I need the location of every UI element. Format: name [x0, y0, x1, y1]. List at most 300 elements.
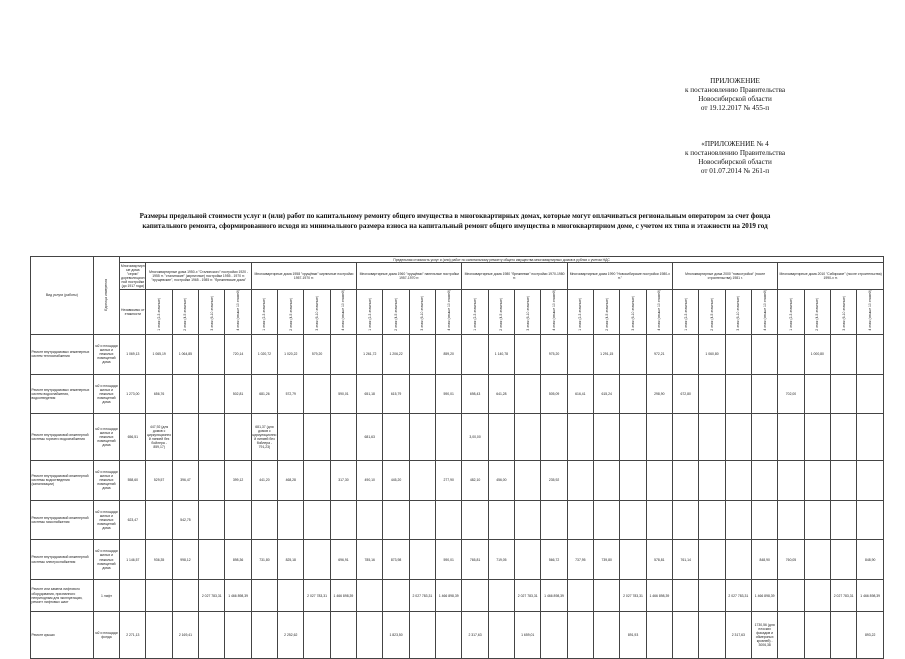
- table-cell: 2 252,62: [278, 612, 304, 659]
- floor-header-text: 1 этаж (2-3 этажные): [788, 298, 793, 331]
- table-cell: [830, 540, 856, 580]
- table-cell: 719,05: [488, 540, 514, 580]
- floor-header-text: 4 этаж (свыше 10 этажей): [236, 290, 241, 331]
- table-cell: 2 027 783,31: [830, 579, 856, 611]
- table-cell: 1 466 898,39: [225, 579, 251, 611]
- table-cell: 1 261,72: [357, 334, 383, 374]
- row-work-name: Ремонт крыши: [31, 612, 94, 659]
- table-cell: [515, 540, 541, 580]
- table-cell: [409, 461, 435, 501]
- header-row: [31, 263, 884, 290]
- table-cell: [673, 612, 699, 659]
- table-cell: [278, 579, 304, 611]
- table-cell: 1 065,19: [146, 334, 172, 374]
- table-cell: [673, 500, 699, 540]
- table-cell: [251, 612, 277, 659]
- appendix-line: ПРИЛОЖЕНИЕ: [710, 77, 760, 85]
- column-header-unit: [93, 257, 119, 335]
- table-cell: [304, 500, 330, 540]
- row-unit: 1 лифт: [93, 579, 119, 611]
- table-cell: [225, 500, 251, 540]
- floor-header: [251, 289, 277, 334]
- column-super-header: Предельная стоимость услуг и (или) работ по капитальному ремонту общего имущества многоквартирных домов в рублях с учетом НДС: [120, 257, 884, 263]
- table-cell: [567, 461, 593, 501]
- table-cell: 681,26: [251, 374, 277, 414]
- row-unit: м2 и площади фонда: [93, 612, 119, 659]
- table-cell: [304, 612, 330, 659]
- table-cell: [199, 374, 225, 414]
- appendix-line: «ПРИЛОЖЕНИЕ № 4: [701, 140, 769, 148]
- row-unit: м2 и площади жилых и нежилых помещений дома: [93, 540, 119, 580]
- row-work-name: Ремонт внутридомовых инженерных систем водоснабжения, водоотведения: [31, 374, 94, 414]
- table-row: [31, 579, 884, 611]
- table-cell: 2 027 783,31: [199, 579, 225, 611]
- appendix-block-current: [650, 77, 820, 113]
- table-cell: 737,95: [567, 540, 593, 580]
- table-cell: [752, 500, 778, 540]
- table-cell: [567, 579, 593, 611]
- table-row: [31, 334, 884, 374]
- table-cell: 681,37 (для домов с циркуляционной линией без бойлера - 791,23): [251, 414, 277, 461]
- table-cell: [778, 414, 804, 461]
- floor-header: [436, 289, 462, 334]
- group-header: Многоквартирные дома "серии" дореволюционной постройки (до 1917 года): [120, 263, 145, 289]
- table-cell: [488, 500, 514, 540]
- table-cell: [383, 414, 409, 461]
- table-cell: [199, 461, 225, 501]
- table-cell: 720,14: [225, 334, 251, 374]
- table-cell: [725, 461, 751, 501]
- table-cell: [146, 612, 172, 659]
- table-cell: 3,00,00: [462, 414, 488, 461]
- table-cell: 1 146,57: [120, 540, 146, 580]
- table-cell: 445,20: [383, 461, 409, 501]
- table-cell: [778, 500, 804, 540]
- floor-header: [594, 289, 620, 334]
- table-cell: [515, 334, 541, 374]
- table-cell: [172, 579, 198, 611]
- floor-header: [383, 289, 409, 334]
- floor-header: [172, 289, 198, 334]
- table-cell: [541, 414, 567, 461]
- row-unit: м2 и площади жилых и нежилых помещений дома: [93, 500, 119, 540]
- floor-header-text: 1 этаж (2-3 этажные): [262, 298, 267, 331]
- table-cell: 1 291,15: [594, 334, 620, 374]
- table-cell: [488, 612, 514, 659]
- row-work-name: Ремонт или замена лифтового оборудования, признанного непригодным для эксплуатации, ремонт лифтовых шахт: [31, 579, 94, 611]
- table-cell: [462, 579, 488, 611]
- table-row: [31, 414, 884, 461]
- table-cell: [409, 612, 435, 659]
- table-cell: 760,05: [778, 540, 804, 580]
- floor-header: [330, 289, 356, 334]
- floor-header-text: 4 этаж (свыше 10 этажей): [657, 290, 662, 331]
- table-cell: [804, 461, 830, 501]
- floor-header-text: 1 этаж (2-3 этажные): [157, 298, 162, 331]
- row-work-name: Ремонт внутридомовой инженерной системы водоотведения (канализации): [31, 461, 94, 501]
- table-cell: [515, 414, 541, 461]
- table-cell: 641,28: [488, 374, 514, 414]
- table-cell: [488, 579, 514, 611]
- table-cell: [725, 540, 751, 580]
- floor-header-text: 2 этаж (4-5 этажные): [288, 298, 293, 331]
- table-cell: [620, 334, 646, 374]
- table-cell: [541, 500, 567, 540]
- table-cell: [567, 500, 593, 540]
- table-row: [31, 612, 884, 659]
- table-cell: [646, 500, 672, 540]
- table-cell: [673, 414, 699, 461]
- table-cell: [225, 414, 251, 461]
- floor-header: [725, 289, 751, 334]
- table-cell: [409, 414, 435, 461]
- floor-header-text: 3 этаж (6-10 этажные): [841, 296, 846, 331]
- table-cell: [620, 540, 646, 580]
- table-cell: 505,09: [541, 374, 567, 414]
- table-cell: [699, 461, 725, 501]
- group-header: Многоквартирные дома 1950-х "Сталинского" постройки 1920 - 1955 гг. "сталинские" (кирпичные) постройки 1955 - 1970 гг. "хрущевские", постройки 1965 - 1985 гг. "брежневские дома": [146, 263, 251, 290]
- table-cell: [830, 414, 856, 461]
- table-cell: [778, 612, 804, 659]
- table-cell: [857, 461, 884, 501]
- table-cell: 681,63: [357, 414, 383, 461]
- table-cell: 298,90: [646, 374, 672, 414]
- floor-header: [646, 289, 672, 334]
- floor-header-text: 2 этаж (4-5 этажные): [815, 298, 820, 331]
- floor-header-text: 4 этаж (свыше 10 этажей): [341, 290, 346, 331]
- table-cell: 2 317,63: [725, 612, 751, 659]
- table-cell: [857, 500, 884, 540]
- table-cell: [830, 374, 856, 414]
- table-cell: 482,10: [462, 461, 488, 501]
- table-cell: 502,81: [225, 374, 251, 414]
- table-cell: 651,18: [357, 374, 383, 414]
- group-header: Многоквартирные дома 2010 "Сибирские" (после строительства) 1990-х гг.: [778, 263, 884, 290]
- floor-header: [778, 289, 804, 334]
- table-cell: [515, 374, 541, 414]
- table-cell: 615,24: [594, 374, 620, 414]
- table-row: [31, 540, 884, 580]
- table-cell: [725, 500, 751, 540]
- table-cell: 785,16: [357, 540, 383, 580]
- row-unit: м2 и площади жилых и нежилых помещений дома: [93, 334, 119, 374]
- table-cell: 848,90: [857, 540, 884, 580]
- table-cell: 277,90: [436, 461, 462, 501]
- floor-header-text: 4 этаж (свыше 10 этажей): [551, 290, 556, 331]
- table-cell: 558,60: [120, 461, 146, 501]
- table-cell: [673, 461, 699, 501]
- table-cell: 1 069,13: [120, 334, 146, 374]
- table-cell: [304, 461, 330, 501]
- table-cell: 765,81: [462, 540, 488, 580]
- table-cell: 1 466 898,39: [330, 579, 356, 611]
- floor-header: [225, 289, 251, 334]
- table-cell: 656,76: [146, 374, 172, 414]
- table-cell: [673, 579, 699, 611]
- table-cell: 1 466 898,39: [646, 579, 672, 611]
- table-cell: 696,91: [330, 540, 356, 580]
- table-cell: [830, 334, 856, 374]
- table-cell: [436, 414, 462, 461]
- table-cell: [699, 414, 725, 461]
- floor-header-text: 4 этаж (свыше 10 этажей): [868, 290, 873, 331]
- floor-header: [673, 289, 699, 334]
- table-cell: 590,01: [330, 374, 356, 414]
- floor-header-text: 2 этаж (4-5 этажные): [394, 298, 399, 331]
- floor-header: [488, 289, 514, 334]
- table-cell: [515, 461, 541, 501]
- table-cell: [357, 612, 383, 659]
- row-unit: м2 и площади жилых и нежилых помещений дома: [93, 414, 119, 461]
- table-cell: 579,20: [304, 334, 330, 374]
- floor-header-text: 2 этаж (4-5 этажные): [604, 298, 609, 331]
- table-cell: 2 027 783,31: [409, 579, 435, 611]
- table-cell: 893,22: [857, 612, 884, 659]
- floor-header-text: 3 этаж (6-10 этажные): [209, 296, 214, 331]
- table-cell: [515, 500, 541, 540]
- table-cell: [830, 500, 856, 540]
- table-cell: 2 027 783,31: [725, 579, 751, 611]
- table-cell: 972,21: [646, 334, 672, 374]
- table-cell: [172, 414, 198, 461]
- table-cell: [752, 334, 778, 374]
- appendix-line: Новосибирской области: [698, 158, 772, 166]
- appendix-line: Новосибирской области: [698, 95, 772, 103]
- price-table: [30, 256, 884, 659]
- table-cell: [199, 334, 225, 374]
- table-cell: [804, 579, 830, 611]
- appendix-line: от 19.12.2017 № 455-п: [700, 104, 770, 112]
- table-cell: 1 020,72: [251, 334, 277, 374]
- table-cell: 590,01: [436, 540, 462, 580]
- floor-header: [804, 289, 830, 334]
- floor-header: [699, 289, 725, 334]
- floor-header-text: 3 этаж (6-10 этажные): [736, 296, 741, 331]
- group-header: Многоквартирные дома 1980 "брежневки" постройки 1970-1980 гг.: [462, 263, 567, 290]
- table-cell: 2 027 783,31: [304, 579, 330, 611]
- table-cell: [725, 414, 751, 461]
- table-cell: 848,90: [752, 540, 778, 580]
- table-cell: 1 659,01: [515, 612, 541, 659]
- row-work-name: Ремонт внутридомовых инженерных систем теплоснабжения: [31, 334, 94, 374]
- table-cell: [804, 414, 830, 461]
- table-cell: [251, 500, 277, 540]
- table-cell: [357, 579, 383, 611]
- table-row: [31, 374, 884, 414]
- appendix-block-original: [650, 140, 820, 176]
- table-cell: 975,20: [541, 334, 567, 374]
- table-cell: [778, 334, 804, 374]
- table-cell: [620, 414, 646, 461]
- table-cell: [725, 374, 751, 414]
- table-cell: 1 466 898,39: [436, 579, 462, 611]
- floor-header-text: 3 этаж (6-10 этажные): [525, 296, 530, 331]
- table-row: [31, 461, 884, 501]
- table-cell: 396,47: [172, 461, 198, 501]
- table-cell: 623,47: [120, 500, 146, 540]
- floor-header-text: 2 этаж (4-5 этажные): [499, 298, 504, 331]
- table-cell: [594, 500, 620, 540]
- group-header: Многоквартирные дома 1958 "хрущёвки" кирпичные постройки 1957-1970 гг.: [251, 263, 356, 290]
- table-cell: [673, 334, 699, 374]
- table-cell: [567, 612, 593, 659]
- floor-header: [567, 289, 593, 334]
- table-cell: 317,30: [330, 461, 356, 501]
- floor-header-text: 1 этаж (2-3 этажные): [473, 298, 477, 331]
- table-cell: 936,35: [146, 540, 172, 580]
- row-work-name: Ремонт внутридомовой инженерной системы электроснабжения: [31, 540, 94, 580]
- table-cell: 731,80: [251, 540, 277, 580]
- floor-header: [462, 289, 488, 334]
- table-cell: [620, 374, 646, 414]
- floor-header: [857, 289, 884, 334]
- table-cell: [830, 461, 856, 501]
- table-cell: [567, 334, 593, 374]
- table-cell: [199, 540, 225, 580]
- table-cell: [857, 374, 884, 414]
- table-cell: [383, 500, 409, 540]
- table-cell: [752, 461, 778, 501]
- table-cell: [225, 612, 251, 659]
- table-cell: [699, 374, 725, 414]
- title-line-2: капитального ремонта, сформированного исходя из минимального размера взноса на капитальный ремонт общего имущества в многоквартирном доме, с учетом их типа и этажности на 2019 год: [142, 222, 768, 230]
- table-cell: [462, 334, 488, 374]
- row-unit: м2 и площади жилых и нежилых помещений дома: [93, 461, 119, 501]
- floor-header-text: 1 этаж (2-3 этажные): [683, 298, 688, 331]
- table-cell: 656,51: [120, 414, 146, 461]
- table-cell: 672,80: [673, 374, 699, 414]
- table-cell: [436, 500, 462, 540]
- table-cell: [278, 500, 304, 540]
- table-cell: [594, 612, 620, 659]
- table-cell: 2 027 783,31: [620, 579, 646, 611]
- appendix-line: к постановлению Правительства: [684, 149, 786, 157]
- table-cell: [146, 579, 172, 611]
- floor-header: [199, 289, 225, 334]
- floor-header-text: 1 этаж (2-3 этажные): [578, 298, 583, 331]
- table-cell: 447,92 (для домов с циркуляционной линией без бойлера - 859,17): [146, 414, 172, 461]
- table-cell: 761,14: [673, 540, 699, 580]
- table-cell: 1 000,80: [804, 334, 830, 374]
- table-cell: [251, 579, 277, 611]
- table-cell: [804, 374, 830, 414]
- floor-header: [304, 289, 330, 334]
- table-cell: [330, 334, 356, 374]
- table-cell: [120, 579, 146, 611]
- table-cell: [752, 414, 778, 461]
- column-header-work: Вид услуги (работы): [31, 257, 94, 335]
- group-header: Многоквартирные дома 2000 "новостройки" (после строительства) 1981 г.: [673, 263, 778, 290]
- floor-header: [541, 289, 567, 334]
- table-cell: 2 317,63: [462, 612, 488, 659]
- table-cell: 1730,56 (для плоских фасадов и обмероных кровлей) - 3006,38: [752, 612, 778, 659]
- table-cell: [646, 461, 672, 501]
- table-cell: 616,41: [567, 374, 593, 414]
- row-work-name: Ремонт внутридомовой инженерной системы газоснабжения: [31, 500, 94, 540]
- row-unit: м2 и площади жилых и нежилых помещений дома: [93, 374, 119, 414]
- table-cell: 542,75: [172, 500, 198, 540]
- table-cell: 859,20: [436, 334, 462, 374]
- floor-header: [357, 289, 383, 334]
- table-cell: [804, 540, 830, 580]
- floor-header: [830, 289, 856, 334]
- floor-header: [515, 289, 541, 334]
- table-cell: 702,00: [778, 374, 804, 414]
- floor-header: [146, 289, 172, 334]
- group-header: Многоквартирные дома 1990 "Новосибирские постройки 1980-х гг.": [567, 263, 672, 290]
- appendix-line: от 01.07.2014 № 261-п: [700, 167, 770, 175]
- floor-header-text: 3 этаж (6-10 этажные): [630, 296, 635, 331]
- table-cell: 529,57: [146, 461, 172, 501]
- table-cell: [594, 579, 620, 611]
- table-cell: [620, 461, 646, 501]
- table-cell: [567, 414, 593, 461]
- table-cell: [646, 414, 672, 461]
- table-cell: 456,00: [488, 461, 514, 501]
- table-cell: 1 273,00: [120, 374, 146, 414]
- table-cell: 1 140,78: [488, 334, 514, 374]
- table-cell: 2 169,41: [172, 612, 198, 659]
- table-cell: 1 466 898,39: [857, 579, 884, 611]
- table-cell: [199, 500, 225, 540]
- table-cell: [804, 612, 830, 659]
- floor-header-text: 3 этаж (6-10 этажные): [315, 296, 320, 331]
- floor-header-text: 2 этаж (4-5 этажные): [709, 298, 714, 331]
- table-cell: [330, 414, 356, 461]
- table-cell: 898,36: [225, 540, 251, 580]
- table-cell: 468,28: [278, 461, 304, 501]
- floor-header: Независимо от этажности: [120, 289, 146, 334]
- table-cell: 441,20: [251, 461, 277, 501]
- table-cell: 490,10: [357, 461, 383, 501]
- table-cell: [620, 500, 646, 540]
- table-cell: [857, 414, 884, 461]
- table-cell: [409, 374, 435, 414]
- table-cell: [278, 414, 304, 461]
- table-cell: [488, 414, 514, 461]
- table-cell: [699, 540, 725, 580]
- table-cell: [699, 500, 725, 540]
- table-cell: [699, 579, 725, 611]
- floor-header-text: 1 этаж (2-3 этажные): [367, 298, 372, 331]
- table-cell: 2 271,13: [120, 612, 146, 659]
- table-cell: 578,81: [646, 540, 672, 580]
- floor-header-text: 3 этаж (6-10 этажные): [420, 296, 425, 331]
- table-cell: [409, 500, 435, 540]
- table-cell: [409, 334, 435, 374]
- table-cell: [830, 612, 856, 659]
- document-title: [50, 211, 860, 231]
- table-cell: [357, 500, 383, 540]
- table-cell: 1 466 898,39: [752, 579, 778, 611]
- table-cell: [778, 461, 804, 501]
- table-cell: [646, 612, 672, 659]
- table-cell: [330, 612, 356, 659]
- table-cell: 825,18: [278, 540, 304, 580]
- floor-header: [409, 289, 435, 334]
- table-cell: 615,79: [383, 374, 409, 414]
- table-cell: 1 064,85: [172, 334, 198, 374]
- table-cell: [146, 500, 172, 540]
- floor-header-text: 4 этаж (свыше 10 этажей): [762, 290, 767, 331]
- table-cell: [752, 374, 778, 414]
- table-cell: 399,12: [225, 461, 251, 501]
- table-cell: 566,72: [541, 540, 567, 580]
- table-cell: 1 466 898,39: [541, 579, 567, 611]
- table-cell: [304, 540, 330, 580]
- table-cell: 998,12: [172, 540, 198, 580]
- table-cell: 1 060,80: [699, 334, 725, 374]
